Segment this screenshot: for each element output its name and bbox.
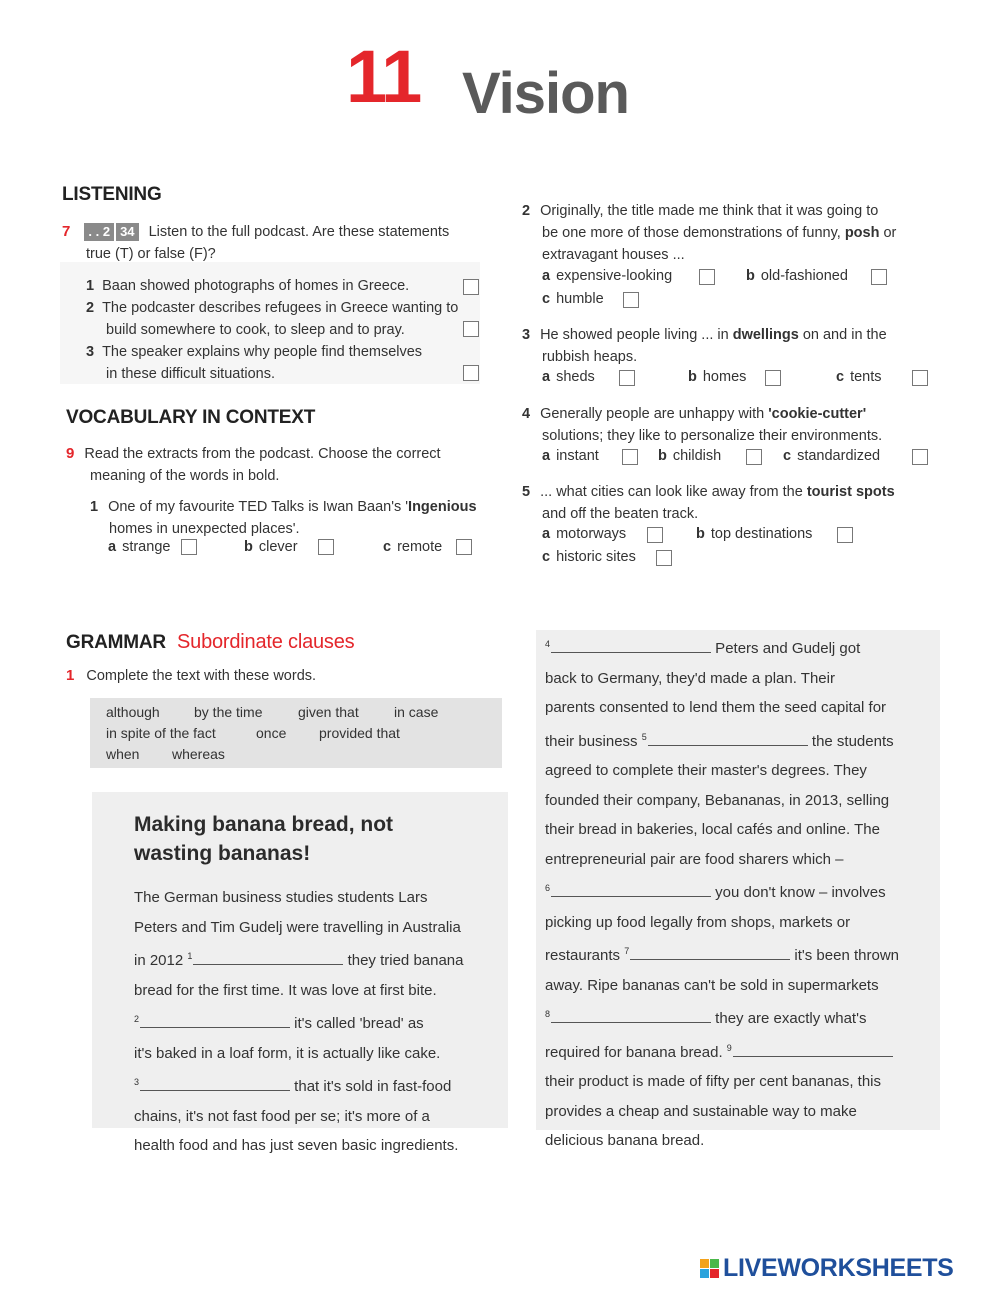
article-title-line: Making banana bread, not [134,813,394,836]
option-text: expensive-looking [556,268,673,284]
option-letter: c [836,369,845,385]
option [108,539,170,555]
article-title [134,810,393,868]
article-line: bread for the first time. It was love at first bite. [134,981,437,999]
option-text: tents [850,369,882,385]
gap-input[interactable] [551,639,711,653]
option [383,539,442,555]
question-text: Generally people are unhappy with [540,406,769,422]
gap-input[interactable] [733,1043,893,1057]
word-bank-item: whereas [172,746,225,762]
article-line: provides a cheap and sustainable way to make [545,1102,857,1120]
article-line: The German business studies students Lars [134,889,428,906]
list-item [86,297,458,319]
instruction-text: Listen to the full podcast. Are these statements [148,224,450,240]
option [542,549,636,565]
article-text: you don't know – involves [711,884,886,901]
option-checkbox[interactable] [619,370,635,386]
item-number: 2 [86,300,95,316]
word-bank-item: given that [298,704,359,720]
option-letter: b [244,539,253,555]
option [542,369,595,385]
question-text: rubbish heaps. [542,349,638,365]
gap-number: 6 [545,883,551,893]
gap-input[interactable] [193,951,343,965]
listening-heading: LISTENING [62,184,162,205]
logo-icon [700,1259,719,1278]
gap-input[interactable] [551,1009,711,1023]
option [542,448,599,464]
word-bank [90,698,502,768]
article-line [545,874,937,908]
option-letter: b [658,448,667,464]
answer-checkbox[interactable] [463,321,479,337]
article-text: it's called 'bread' as [290,1015,424,1032]
grammar-title: GRAMMAR [66,632,166,653]
article-box-right [536,630,940,1149]
instruction-text: true (T) or false (F)? [86,246,216,262]
vocabulary-instruction [66,443,441,465]
logo-square [710,1269,719,1278]
article-text: their business [545,732,642,750]
article-line: delicious banana bread. [545,1132,705,1149]
article-text: restaurants [545,947,625,964]
article-text: Peters and Gudelj got [711,640,861,657]
article-line: their product is made of fifty per cent bananas, this [545,1073,882,1090]
gap-number: 8 [545,1009,551,1019]
article-text: it's been thrown [790,947,899,964]
option-letter: a [542,448,551,464]
article-line: picking up food legally from shops, markets or [545,913,851,931]
option-checkbox[interactable] [837,527,853,543]
option-letter: a [108,539,117,555]
question-text: or [879,225,897,241]
gap-number: 2 [134,1014,140,1024]
list-item [86,341,422,363]
item-number: 3 [522,327,531,343]
option-text: top destinations [710,526,813,542]
option [658,448,721,464]
article-line [134,1005,504,1039]
option-checkbox[interactable] [746,449,762,465]
option [542,291,604,307]
option-letter: c [383,539,392,555]
article-text: in 2012 [134,952,188,969]
article-line [134,1068,504,1102]
bold-word: dwellings [732,327,799,343]
item-number: 1 [90,499,99,515]
logo-square [700,1259,709,1268]
option-text: sheds [556,369,595,385]
gap-number: 4 [545,639,551,649]
option-text: childish [672,448,722,464]
vocab-question [522,324,887,346]
article-line: agreed to complete their master's degrees. They [545,762,867,779]
article-line: entrepreneurial pair are food sharers which – [545,850,844,868]
option-letter: b [696,526,705,542]
option-checkbox[interactable] [699,269,715,285]
article-line [545,630,937,664]
grammar-heading [66,631,354,654]
article-line: back to Germany, they'd made a plan. Their [545,669,835,687]
article-line: founded their company, Bebananas, in 2013, selling [545,791,890,809]
option-letter: c [542,291,551,307]
option-checkbox[interactable] [912,449,928,465]
vocab-question [522,200,878,222]
item-text: Baan showed photographs of homes in Greece. [102,278,410,294]
listening-instruction [62,221,492,243]
option-checkbox[interactable] [912,370,928,386]
article-text: that it's sold in fast-food [290,1078,452,1095]
article-line [545,937,937,971]
question-text: on and in the [798,327,887,343]
option-letter: c [542,549,551,565]
option [836,369,882,385]
option-text: standardized [797,448,881,464]
question-text: He showed people living ... in [540,327,733,343]
gap-input[interactable] [648,732,808,746]
question-text: be one more of those demonstrations of funny, [542,225,845,241]
article-body-right [545,630,937,1156]
item-number: 4 [522,406,531,422]
article-line [545,1000,937,1034]
option-text: historic sites [556,549,636,565]
article-body-left [134,883,504,1161]
option-letter: b [746,268,755,284]
logo-square [700,1269,709,1278]
article-line: away. Ripe bananas can't be sold in supermarkets [545,976,879,994]
item-text: in these difficult situations. [106,366,275,382]
option-checkbox[interactable] [765,370,781,386]
article-line [134,942,504,976]
bold-word: Ingenious [408,499,477,515]
bold-word: tourist spots [806,484,895,500]
logo-text: LIVEWORKSHEETS [723,1254,954,1282]
option-letter: b [688,369,697,385]
answer-checkbox[interactable] [463,279,479,295]
item-number: 1 [86,278,95,294]
instruction-text: Complete the text with these words. [86,668,317,684]
grammar-subtitle: Subordinate clauses [177,631,355,653]
question-text [542,222,896,244]
question-text: extravagant houses ... [542,247,685,263]
item-number: 5 [522,484,531,500]
article-line: chains, it's not fast food per se; it's more of a [134,1107,430,1125]
exercise-number: 7 [62,223,71,240]
gap-input[interactable] [140,1077,290,1091]
option-checkbox[interactable] [181,539,197,555]
exercise-number: 9 [66,445,75,462]
option-text: humble [556,291,604,307]
liveworksheets-logo[interactable] [700,1254,954,1283]
item-text: build somewhere to cook, to sleep and to pray. [106,322,405,338]
audio-track-badge[interactable] [84,223,138,241]
question-text: and off the beaten track. [542,506,699,522]
option-letter: a [542,369,551,385]
gap-input[interactable] [630,946,790,960]
option-checkbox[interactable] [871,269,887,285]
option-text: clever [258,539,298,555]
option-checkbox[interactable] [318,539,334,555]
article-text: required for banana bread. [545,1043,727,1061]
list-item [86,275,409,297]
article-title-line: wasting bananas! [134,842,311,865]
gap-number: 3 [134,1077,140,1087]
word-bank-item: in case [394,704,439,720]
option-text: strange [122,539,171,555]
article-line: it's baked in a loaf form, it is actually like cake. [134,1044,441,1062]
bold-word: 'cookie-cutter' [768,406,867,422]
word-bank-item: once [256,725,287,741]
question-text: solutions; they like to personalize their environments. [542,428,883,444]
audio-track-label: 34 [116,223,138,241]
word-bank-item: in spite of the fact [106,725,216,741]
option [542,526,626,542]
option [783,448,880,464]
instruction-text: Read the extracts from the podcast. Choose the correct [84,446,441,462]
gap-input[interactable] [140,1014,290,1028]
vocabulary-heading: VOCABULARY IN CONTEXT [66,407,316,428]
article-box-left [92,792,508,1154]
option-text: instant [556,448,599,464]
option-checkbox[interactable] [622,449,638,465]
question-text: homes in unexpected places'. [109,521,300,537]
answer-checkbox[interactable] [463,365,479,381]
option-text: homes [702,369,747,385]
exercise-number: 1 [66,667,75,684]
option [542,268,672,284]
vocab-question [522,403,866,425]
article-text: they tried banana [343,952,464,969]
vocab-question [90,496,477,518]
question-text: Originally, the title made me think that it was going to [540,203,879,219]
article-line: health food and has just seven basic ingredients. [134,1137,459,1154]
article-text: they are exactly what's [711,1010,867,1027]
word-bank-item: although [106,704,160,720]
gap-input[interactable] [551,883,711,897]
logo-square [710,1259,719,1268]
article-line [545,723,937,757]
unit-number: 11 [346,35,421,118]
option [746,268,848,284]
bold-word: posh [844,225,880,241]
article-line: parents consented to lend them the seed capital for [545,699,887,716]
word-bank-item: when [106,746,140,762]
option-checkbox[interactable] [456,539,472,555]
option-letter: a [542,526,551,542]
option-letter: c [783,448,792,464]
article-line: their bread in bakeries, local cafés and online. The [545,821,880,838]
word-bank-item: provided that [319,725,400,741]
unit-title: Vision [462,61,629,126]
gap-number: 5 [641,731,647,742]
item-text: The speaker explains why people find themselves [102,344,423,360]
item-number: 2 [522,203,531,219]
item-number: 3 [86,344,95,360]
option-checkbox[interactable] [623,292,639,308]
vocab-question [522,481,895,503]
instruction-text: meaning of the words in bold. [90,468,280,484]
audio-track-label: . . 2 [84,223,114,241]
option-letter: a [542,268,551,284]
gap-number: 9 [726,1042,732,1053]
grammar-instruction [66,665,316,687]
option [696,526,812,542]
gap-number: 1 [187,951,193,961]
item-text: The podcaster describes refugees in Greece wanting to [102,300,459,316]
article-text: the students [807,732,894,750]
option-checkbox[interactable] [647,527,663,543]
option-checkbox[interactable] [656,550,672,566]
article-line [545,1034,937,1068]
question-text: One of my favourite TED Talks is Iwan Baan's ' [108,499,409,515]
option-text: motorways [556,526,627,542]
gap-number: 7 [624,946,630,956]
question-text: ... what cities can look like away from the [540,484,807,500]
option-text: old-fashioned [760,268,848,284]
option [688,369,746,385]
word-bank-item: by the time [194,704,263,720]
option [244,539,298,555]
option-text: remote [397,539,443,555]
article-line: Peters and Tim Gudelj were travelling in Australia [134,918,461,936]
